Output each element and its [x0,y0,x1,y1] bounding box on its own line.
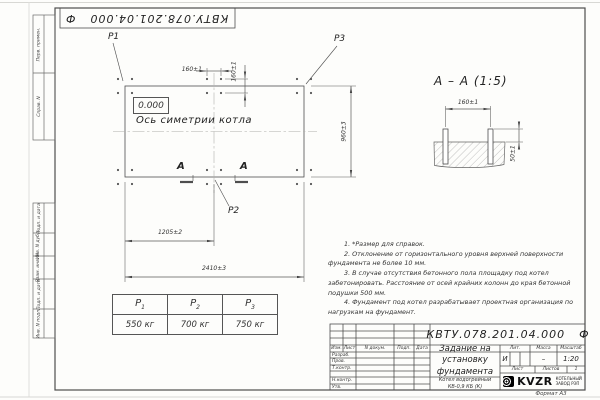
tb-row-utv: Утв. [332,384,342,390]
side-stamp-inv-dubl: Инв. N дубл. [36,229,42,260]
dim-bolt-spacing-v: 160±1 [230,60,238,82]
load-value-p1: 550 кг [113,315,168,335]
tb-col-podp: Подп. [397,346,411,351]
doc-number: КВТУ.078.201.04.000 [89,11,229,25]
tb-col-list: Лист [343,346,356,351]
tb-lit-label: Лит. [509,346,521,351]
tb-row-nkontr: Н.контр. [332,378,353,383]
load-value-p2: 700 кг [168,315,223,335]
load-header-p2: $P_2$ [168,295,223,315]
side-stamp-perv-primen: Перв. примен. [36,27,42,61]
tb-col-izm: Изм. [331,346,342,351]
doc-number-stamp-text [66,12,228,25]
product-name: Котел водогрейный КВ-0,9 КБ (К) [438,377,492,390]
technical-notes [328,240,582,318]
format-label: Формат А3 [535,391,567,397]
note-2: 2. Отклонение от горизонтального уровня верхней поверхности фундамента не более 10 мм. [328,249,564,268]
boiler-axis-label: Ось симетрии котла [136,115,252,126]
section-dim-height: 50±1 [509,144,517,162]
side-stamp-inv-podl: Инв. N подл. [36,308,42,339]
dim-foundation-width: 960±3 [340,120,348,142]
tb-sheets-label: Листов [542,367,560,372]
section-dim-spacing: 160±1 [457,99,479,106]
tb-col-ndokum: N докум. [364,346,386,351]
tb-row-prov: Пров. [332,359,346,364]
dim-mid-span: 1205±2 [157,229,183,236]
dim-bolt-spacing-h: 160±1 [181,66,202,73]
side-stamp-sprav-n: Справ. N [36,96,42,117]
note-1: 1. *Размер для справок. [344,240,425,248]
tb-sheet-label: Лист [511,367,524,372]
section-view-title: А – А (1:5) [434,74,508,88]
note-4: 4. Фундамент под котел разрабатывает проектная организация по нагрузкам на фундамент. [328,298,574,317]
company-block [500,373,585,390]
tb-scale-value: 1:20 [563,355,579,363]
side-stamp-vzam-inv: Взам. инв. N [36,252,42,283]
elevation-mark: 0.000 [133,97,169,114]
load-value-p3: 750 кг [223,315,278,335]
side-stamp-podp-data-1: Подп. и дата [36,202,42,234]
tb-row-razrab: Разраб. [332,352,350,358]
side-stamp-podp-data-2: Подп. и дата [36,278,42,310]
load-table-header-row [113,295,278,315]
drawing-title: Задание на установку фундамента [436,344,494,377]
tb-mass-value: – [541,355,546,363]
tb-row-tkontr: Т.контр. [332,365,352,371]
tb-scale-label: Масштаб [560,346,582,351]
doc-number-stamp [60,8,235,28]
load-header-p3: $P_3$ [223,295,278,315]
load-table-value-row [113,315,278,335]
load-table [112,294,278,335]
tb-sheets-value: 1 [574,367,578,372]
dim-total-length: 2410±3 [201,265,227,272]
kvzr-logo-icon [503,376,514,387]
company-name: КОТЕЛЬНЫЙ ЗАВОД РЭП [555,375,582,386]
note-3: 3. В случае отсутствия бетонного пола площадку под котел забетонировать. Расстояние от осей крайних колонн до края бетонной подушки 500 мм. [328,269,571,297]
section-cut-letter-right: А [240,161,248,172]
section-cut-letter-left: А [177,161,185,172]
tb-lit-value: И [502,355,508,363]
tb-col-data: Дата [416,346,428,351]
doc-suffix: Ф [66,11,76,25]
load-point-label-p2: P2 [228,206,240,216]
load-point-label-p1: P1 [108,32,120,42]
title-block-doc-number: КВТУ.078.201.04.000 Ф [426,328,589,341]
kvzr-logo-text: KVZR [517,375,553,388]
load-header-p1: $P_1$ [113,295,168,315]
tb-mass-label: Масса [536,346,551,351]
load-point-label-p3: P3 [334,34,346,44]
